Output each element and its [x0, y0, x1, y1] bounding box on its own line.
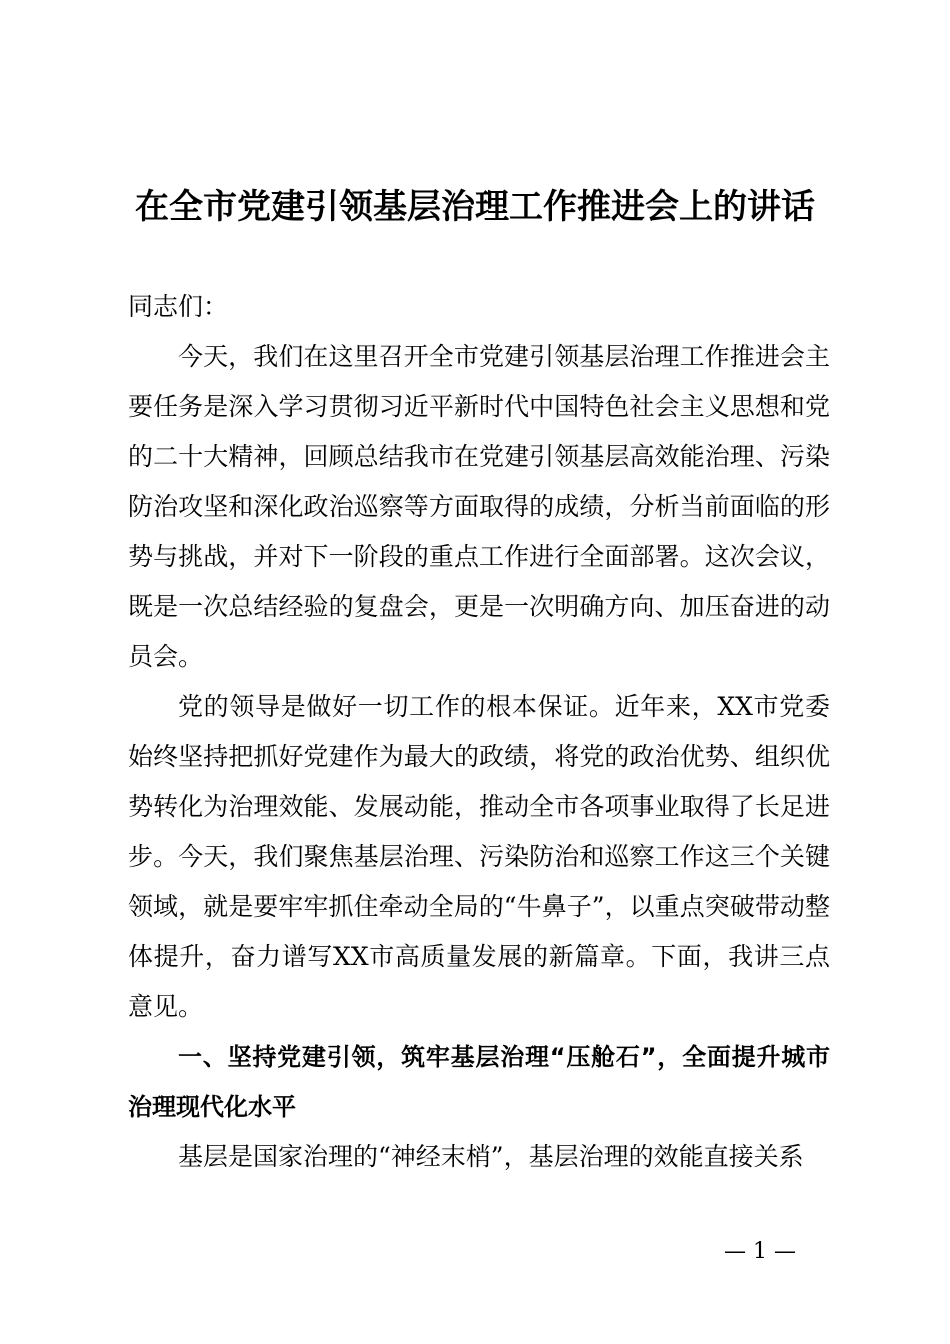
salutation: 同志们： [128, 292, 229, 321]
body-paragraph-2: 党的领导是做好一切工作的根本保证。近年来，XX市党委始终坚持把抓好党建作为最大的政绩，将党的政治优势、组织优势转化为治理效能、发展动能，推动全市各项事业取得了长足进步。今天，我们聚焦基层治理、污染防治和巡察工作这三个关键领域，就是要牢牢抓住牵动全局的“牛鼻子”，以重点突破带动整体提升，奋力谱写XX市高质量发展的新篇章。下面，我讲三点意见。 [128, 692, 830, 1021]
section-paragraph-1: 基层是国家治理的“神经末梢”，基层治理的效能直接关系 [178, 1142, 804, 1171]
page-number: — 1 — [724, 1239, 796, 1264]
document-body [128, 282, 830, 1182]
section-heading-1: 一、坚持党建引领，筑牢基层治理“压舱石”，全面提升城市治理现代化水平 [128, 1043, 830, 1121]
document-title: 在全市党建引领基层治理工作推进会上的讲话 [135, 187, 815, 227]
body-paragraph-1: 今天，我们在这里召开全市党建引领基层治理工作推进会主要任务是深入学习贯彻习近平新时代中国特色社会主义思想和党的二十大精神，回顾总结我市在党建引领基层高效能治理、污染防治攻坚和深化政治巡察等方面取得的成绩，分析当前面临的形势与挑战，并对下一阶段的重点工作进行全面部署。这次会议，既是一次总结经验的复盘会，更是一次明确方向、加压奋进的动员会。 [128, 342, 830, 671]
